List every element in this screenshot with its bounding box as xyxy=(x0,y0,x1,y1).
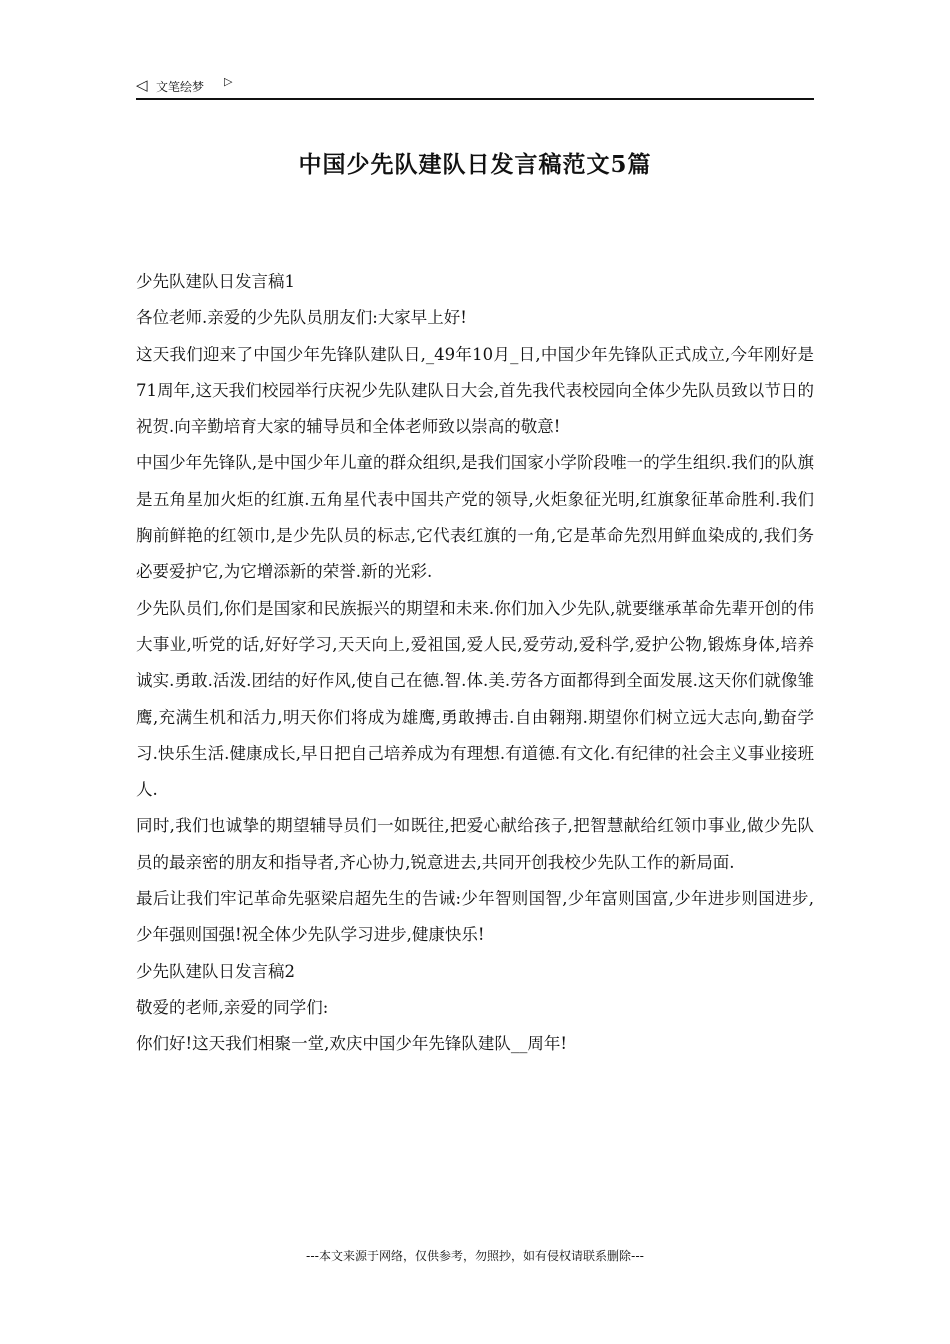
triangle-right-icon: ▷ xyxy=(224,75,233,88)
paragraph: 中国少年先锋队,是中国少年儿童的群众组织,是我们国家小学阶段唯一的学生组织.我们的队旗是五角星加火炬的红旗.五角星代表中国共产党的领导,火炬象征光明,红旗象征革命胜利.我们胸前鲜艳的红领巾,是少先队员的标志,它代表红旗的一角,它是革命先烈用鲜血染成的,我们务必要爱护它,为它增添新的荣誉.新的光彩. xyxy=(136,453,814,582)
document-body xyxy=(136,264,814,1063)
paragraph: 各位老师.亲爱的少先队员朋友们:大家早上好! xyxy=(136,308,467,328)
paragraph: 少先队建队日发言稿2 xyxy=(136,961,295,981)
triangle-left-icon: ◁ xyxy=(136,76,148,94)
paragraph: 敬爱的老师,亲爱的同学们: xyxy=(136,997,329,1017)
brand-label: 文笔绘梦 xyxy=(156,80,205,94)
page-header xyxy=(136,74,814,100)
paragraph: 少先队建队日发言稿1 xyxy=(136,272,295,291)
paragraph: 同时,我们也诚挚的期望辅导员们一如既往,把爱心献给孩子,把智慧献给红领巾事业,做少先队员的最亲密的朋友和指导者,齐心协力,锐意进去,共同开创我校少先队工作的新局面. xyxy=(136,816,814,872)
paragraph: 这天我们迎来了中国少年先锋队建队日,_49年10月_日,中国少年先锋队正式成立,今年刚好是71周年,这天我们校园举行庆祝少先队建队日大会,首先我代表校园向全体少先队员致以节日的祝贺.向辛勤培育大家的辅导员和全体老师致以崇高的敬意! xyxy=(136,344,814,437)
page-footer: ---本文来源于网络，仅供参考，勿照抄，如有侵权请联系删除--- xyxy=(306,1249,644,1263)
paragraph: 最后让我们牢记革命先驱梁启超先生的告诫:少年智则国智,少年富则国富,少年进步则国进步,少年强则国强!祝全体少先队学习进步,健康快乐! xyxy=(136,889,814,945)
document-title: 中国少先队建队日发言稿范文5篇 xyxy=(298,151,652,178)
paragraph: 少先队员们,你们是国家和民族振兴的期望和未来.你们加入少先队,就要继承革命先辈开创的伟大事业,听党的话,好好学习,天天向上,爱祖国,爱人民,爱劳动,爱科学,爱护公物,锻炼身体,培养诚实.勇敢.活泼.团结的好作风,使自己在德.智.体.美.劳各方面都得到全面发展.这天你们就像雏鹰,充满生机和活力,明天你们将成为雄鹰,勇敢搏击.自由翱翔.期望你们树立远大志向,勤奋学习.快乐生活.健康成长,早日把自己培养成为有理想.有道德.有文化.有纪律的社会主义事业接班人. xyxy=(136,598,814,800)
paragraph: 你们好!这天我们相聚一堂,欢庆中国少年先锋队建队__周年! xyxy=(136,1034,568,1054)
